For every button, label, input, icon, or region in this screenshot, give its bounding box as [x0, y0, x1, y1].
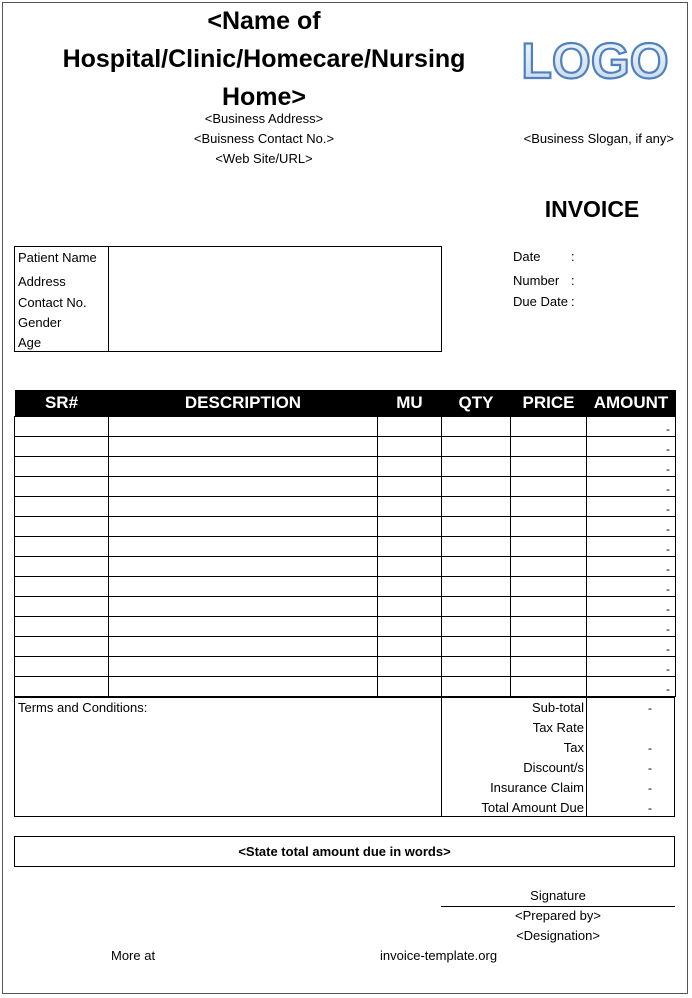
sr-cell[interactable] — [15, 597, 109, 617]
totals-label: Sub-total — [531, 700, 584, 715]
qty-cell[interactable] — [442, 417, 511, 437]
price-cell[interactable] — [511, 497, 587, 517]
footer-site-link[interactable]: invoice-template.org — [380, 948, 498, 963]
qty-cell[interactable] — [442, 457, 511, 477]
invoice-items-table — [14, 390, 676, 697]
description-cell[interactable] — [109, 637, 378, 657]
price-cell[interactable] — [511, 417, 587, 437]
amount-cell[interactable]: - — [587, 457, 676, 477]
patient-info-box — [14, 246, 442, 352]
price-cell[interactable] — [511, 437, 587, 457]
description-cell[interactable] — [109, 477, 378, 497]
description-cell[interactable] — [109, 597, 378, 617]
mu-cell[interactable] — [378, 597, 442, 617]
price-cell[interactable] — [511, 637, 587, 657]
price-cell[interactable] — [511, 517, 587, 537]
col-header-qty: QTY — [442, 390, 511, 417]
amount-cell[interactable]: - — [587, 597, 676, 617]
description-cell[interactable] — [109, 417, 378, 437]
col-header-description: DESCRIPTION — [109, 390, 378, 417]
description-cell[interactable] — [109, 457, 378, 477]
qty-cell[interactable] — [442, 577, 511, 597]
sr-cell[interactable] — [15, 617, 109, 637]
totals-label: Insurance Claim — [490, 780, 584, 795]
table-row — [15, 417, 676, 437]
totals-label: Tax Rate — [532, 720, 584, 735]
description-cell[interactable] — [109, 437, 378, 457]
sr-cell[interactable] — [15, 557, 109, 577]
qty-cell[interactable] — [442, 437, 511, 457]
col-header-price: PRICE — [511, 390, 587, 417]
qty-cell[interactable] — [442, 517, 511, 537]
business-name-line-2: Hospital/Clinic/Homecare/Nursing — [62, 45, 466, 73]
date-colon: : — [571, 249, 575, 264]
logo-text: LOGO — [521, 33, 669, 89]
totals-divider — [586, 698, 587, 816]
mu-cell[interactable] — [378, 497, 442, 517]
business-website: <Web Site/URL> — [215, 151, 313, 166]
qty-cell[interactable] — [442, 637, 511, 657]
price-cell[interactable] — [511, 577, 587, 597]
prepared-by: <Prepared by> — [514, 908, 601, 923]
logo — [520, 30, 670, 90]
sr-cell[interactable] — [15, 497, 109, 517]
totals-label: Total Amount Due — [481, 800, 584, 815]
qty-cell[interactable] — [442, 657, 511, 677]
table-row — [15, 497, 676, 517]
amount-cell[interactable]: - — [587, 577, 676, 597]
due-date-colon: : — [571, 294, 575, 309]
mu-cell[interactable] — [378, 577, 442, 597]
table-row — [15, 577, 676, 597]
description-cell[interactable] — [109, 497, 378, 517]
patient-gender-label: Gender — [18, 315, 62, 330]
table-row — [15, 637, 676, 657]
totals-value: - — [648, 701, 652, 715]
col-header-mu: MU — [378, 390, 442, 417]
mu-cell[interactable] — [378, 477, 442, 497]
footer-more-at: More at — [111, 948, 156, 963]
amount-cell[interactable]: - — [587, 477, 676, 497]
price-cell[interactable] — [511, 657, 587, 677]
due-date-label: Due Date — [513, 294, 568, 309]
table-row — [15, 437, 676, 457]
mu-cell[interactable] — [378, 437, 442, 457]
description-cell[interactable] — [109, 577, 378, 597]
table-body — [15, 417, 676, 697]
mu-cell[interactable] — [378, 537, 442, 557]
business-slogan: <Business Slogan, if any> — [523, 131, 674, 146]
amount-cell[interactable]: - — [587, 537, 676, 557]
sr-cell[interactable] — [15, 577, 109, 597]
patient-age-label: Age — [18, 335, 42, 350]
totals-value: - — [648, 781, 652, 795]
sr-cell[interactable] — [15, 657, 109, 677]
terms-box — [14, 697, 442, 817]
amount-cell[interactable]: - — [587, 437, 676, 457]
qty-cell[interactable] — [442, 477, 511, 497]
description-cell[interactable] — [109, 617, 378, 637]
number-label: Number — [513, 273, 560, 288]
price-cell[interactable] — [511, 597, 587, 617]
business-contact: <Buisness Contact No.> — [193, 131, 335, 146]
col-header-amount: AMOUNT — [587, 390, 676, 417]
number-colon: : — [571, 273, 575, 288]
business-name-line-3: Home> — [221, 83, 307, 111]
totals-value: - — [648, 741, 652, 755]
mu-cell[interactable] — [378, 457, 442, 477]
totals-value: - — [648, 801, 652, 815]
amount-cell[interactable]: - — [587, 517, 676, 537]
qty-cell[interactable] — [442, 677, 511, 697]
mu-cell[interactable] — [378, 677, 442, 697]
table-row — [15, 517, 676, 537]
qty-cell[interactable] — [442, 617, 511, 637]
price-cell[interactable] — [511, 477, 587, 497]
mu-cell[interactable] — [378, 637, 442, 657]
table-header-row — [15, 390, 676, 417]
terms-label: Terms and Conditions: — [18, 700, 148, 715]
table-row — [15, 677, 676, 697]
description-cell[interactable] — [109, 517, 378, 537]
sr-cell[interactable] — [15, 517, 109, 537]
table-row — [15, 557, 676, 577]
price-cell[interactable] — [511, 537, 587, 557]
price-cell[interactable] — [511, 557, 587, 577]
qty-cell[interactable] — [442, 597, 511, 617]
amount-cell[interactable]: - — [587, 657, 676, 677]
description-cell[interactable] — [109, 677, 378, 697]
business-address: <Business Address> — [204, 111, 324, 126]
date-label: Date — [513, 249, 541, 264]
totals-label: Discount/s — [523, 760, 584, 775]
patient-address-label: Address — [18, 274, 66, 289]
price-cell[interactable] — [511, 677, 587, 697]
qty-cell[interactable] — [442, 557, 511, 577]
signature-label: Signature — [530, 888, 586, 903]
mu-cell[interactable] — [378, 417, 442, 437]
table-row — [15, 457, 676, 477]
totals-label: Tax — [563, 740, 584, 755]
description-cell[interactable] — [109, 657, 378, 677]
totals-box — [442, 697, 675, 817]
invoice-title: INVOICE — [544, 196, 640, 222]
sr-cell[interactable] — [15, 457, 109, 477]
table-row — [15, 657, 676, 677]
patient-name-label: Patient Name — [18, 250, 97, 265]
amount-cell[interactable]: - — [587, 677, 676, 697]
table-row — [15, 477, 676, 497]
qty-cell[interactable] — [442, 497, 511, 517]
sr-cell[interactable] — [15, 677, 109, 697]
table-row — [15, 537, 676, 557]
mu-cell[interactable] — [378, 657, 442, 677]
mu-cell[interactable] — [378, 517, 442, 537]
mu-cell[interactable] — [378, 617, 442, 637]
col-header-sr: SR# — [15, 390, 109, 417]
price-cell[interactable] — [511, 617, 587, 637]
description-cell[interactable] — [109, 557, 378, 577]
sr-cell[interactable] — [15, 417, 109, 437]
description-cell[interactable] — [109, 537, 378, 557]
amount-cell[interactable]: - — [587, 617, 676, 637]
sr-cell[interactable] — [15, 437, 109, 457]
table-row — [15, 617, 676, 637]
amount-cell[interactable]: - — [587, 557, 676, 577]
patient-box-divider — [108, 247, 109, 351]
sr-cell[interactable] — [15, 477, 109, 497]
patient-contact-label: Contact No. — [18, 295, 87, 310]
sr-cell[interactable] — [15, 537, 109, 557]
sr-cell[interactable] — [15, 637, 109, 657]
amount-cell[interactable]: - — [587, 637, 676, 657]
amount-in-words-box: <State total amount due in words> — [14, 836, 675, 867]
amount-cell[interactable]: - — [587, 417, 676, 437]
price-cell[interactable] — [511, 457, 587, 477]
totals-value: - — [648, 761, 652, 775]
business-name-line-1: <Name of — [207, 7, 321, 35]
amount-cell[interactable]: - — [587, 497, 676, 517]
mu-cell[interactable] — [378, 557, 442, 577]
table-row — [15, 597, 676, 617]
qty-cell[interactable] — [442, 537, 511, 557]
designation: <Designation> — [516, 928, 600, 943]
